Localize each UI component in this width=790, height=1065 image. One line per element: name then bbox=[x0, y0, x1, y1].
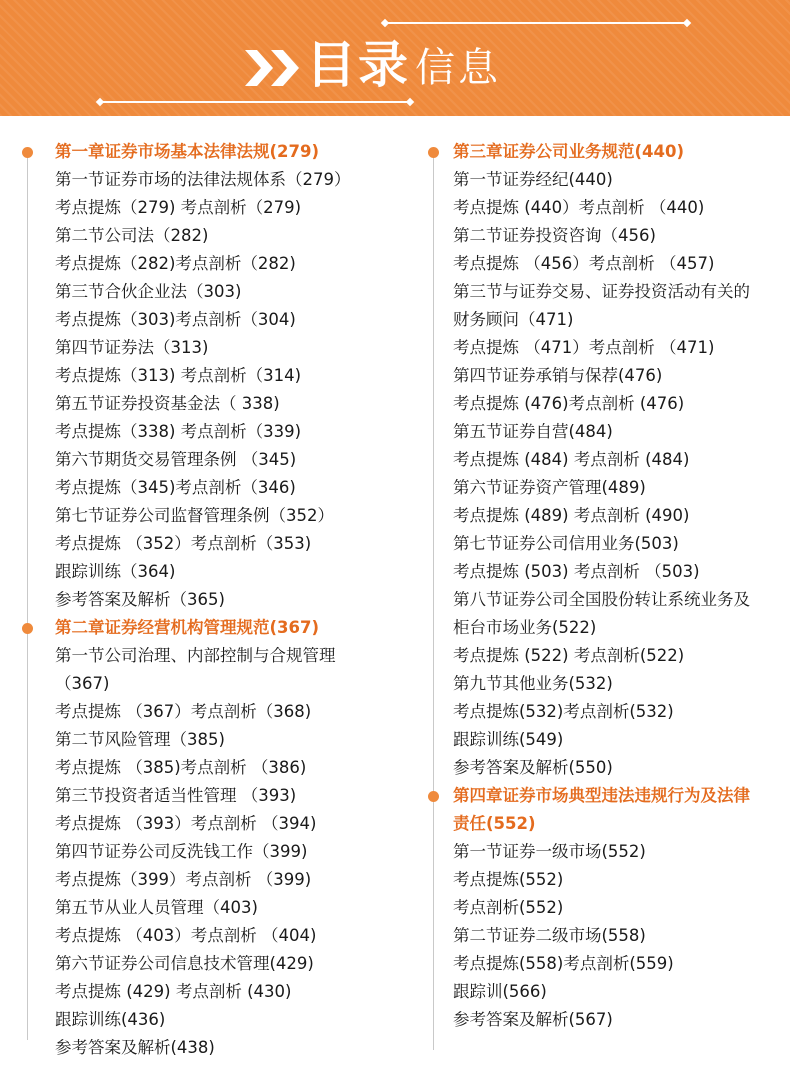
toc-chapter bbox=[453, 810, 788, 838]
item-label: 参考答案及解析（365) bbox=[55, 590, 225, 609]
item-label: 考点提炼 (476)考点剖析 (476) bbox=[453, 394, 685, 413]
item-label: 第五节从业人员管理（403) bbox=[55, 898, 258, 917]
toc-item bbox=[453, 950, 788, 978]
toc-item bbox=[55, 866, 405, 894]
toc-item bbox=[55, 978, 405, 1006]
item-label: 考点提炼 （385)考点剖析 （386) bbox=[55, 758, 307, 777]
item-label: 考点提炼（313) 考点剖析（314) bbox=[55, 366, 302, 385]
item-label: 考点提炼（399）考点剖析 （399) bbox=[55, 870, 312, 889]
page-subtitle: 信息 bbox=[415, 45, 501, 91]
toc-item bbox=[55, 222, 405, 250]
toc-item bbox=[453, 866, 788, 894]
header-rule-top bbox=[385, 22, 685, 24]
chapter-bullet-icon bbox=[428, 791, 439, 802]
toc-item bbox=[55, 586, 405, 614]
item-label: 第五节证券投资基金法（ 338) bbox=[55, 394, 280, 413]
chapter-bullet-icon bbox=[22, 623, 33, 634]
item-label: 考点提炼 (440）考点剖析 （440) bbox=[453, 198, 705, 217]
item-label: 第三节与证券交易、证券投资活动有关的 bbox=[453, 282, 750, 301]
item-label: 考点提炼 （403）考点剖析 （404) bbox=[55, 926, 317, 945]
toc-item bbox=[453, 838, 788, 866]
item-label: （367) bbox=[55, 674, 110, 693]
item-label: 第二节公司法（282) bbox=[55, 226, 209, 245]
toc-left-column bbox=[55, 138, 405, 1062]
toc-chapter bbox=[55, 138, 405, 166]
item-label: 财务顾问（471) bbox=[453, 310, 574, 329]
toc-item bbox=[55, 642, 405, 670]
item-label: 第三节投资者适当性管理 （393) bbox=[55, 786, 297, 805]
toc-chapter bbox=[453, 138, 788, 166]
item-label: 考点剖析(552) bbox=[453, 898, 564, 917]
item-label: 考点提炼 (522) 考点剖析(522) bbox=[453, 646, 685, 665]
toc-item bbox=[55, 530, 405, 558]
toc-item bbox=[453, 670, 788, 698]
toc-item bbox=[453, 418, 788, 446]
chapter-title: 责任(552) bbox=[453, 814, 536, 833]
item-label: 考点提炼（279) 考点剖析（279) bbox=[55, 198, 302, 217]
item-label: 考点提炼 （471）考点剖析 （471) bbox=[453, 338, 715, 357]
toc-item bbox=[453, 250, 788, 278]
toc-item bbox=[55, 446, 405, 474]
toc-item bbox=[453, 754, 788, 782]
header-banner bbox=[0, 0, 790, 116]
toc-item bbox=[55, 166, 405, 194]
right-timeline-line bbox=[433, 150, 434, 1050]
item-label: 第六节证券资产管理(489) bbox=[453, 478, 646, 497]
toc-item bbox=[55, 502, 405, 530]
item-label: 第二节风险管理（385) bbox=[55, 730, 225, 749]
chapter-title: 第一章证券市场基本法律法规(279) bbox=[55, 142, 320, 161]
toc-item bbox=[453, 530, 788, 558]
toc-item bbox=[55, 558, 405, 586]
item-label: 跟踪训(566) bbox=[453, 982, 547, 1001]
item-label: 考点提炼（303)考点剖析（304) bbox=[55, 310, 296, 329]
toc-item bbox=[453, 278, 788, 306]
toc-chapter bbox=[453, 782, 788, 810]
toc-item bbox=[55, 278, 405, 306]
toc-item bbox=[453, 474, 788, 502]
item-label: 考点提炼 (484) 考点剖析 (484) bbox=[453, 450, 690, 469]
toc-item bbox=[453, 222, 788, 250]
toc-item bbox=[55, 390, 405, 418]
item-label: 考点提炼（345)考点剖析（346) bbox=[55, 478, 296, 497]
toc-item bbox=[55, 474, 405, 502]
item-label: 第七节证券公司监督管理条例（352） bbox=[55, 506, 334, 525]
toc-item bbox=[453, 894, 788, 922]
toc-chapter bbox=[55, 614, 405, 642]
item-label: 第五节证券自营(484) bbox=[453, 422, 613, 441]
item-label: 第一节证券一级市场(552) bbox=[453, 842, 646, 861]
toc-item bbox=[453, 698, 788, 726]
item-label: 第四节证券法（313) bbox=[55, 338, 209, 357]
toc-item bbox=[55, 726, 405, 754]
item-label: 考点提炼（282)考点剖析（282) bbox=[55, 254, 296, 273]
item-label: 考点提炼 （393）考点剖析 （394) bbox=[55, 814, 317, 833]
chapter-bullet-icon bbox=[22, 147, 33, 158]
toc-item bbox=[55, 894, 405, 922]
item-label: 跟踪训练(436) bbox=[55, 1010, 166, 1029]
chapter-title: 第四章证券市场典型违法违规行为及法律 bbox=[453, 786, 750, 805]
header-rule-bottom bbox=[100, 101, 410, 103]
toc-item bbox=[453, 362, 788, 390]
page-title: 目录 bbox=[306, 36, 410, 94]
toc-item bbox=[55, 362, 405, 390]
left-timeline-line bbox=[27, 150, 28, 1040]
item-label: 考点提炼（338) 考点剖析（339) bbox=[55, 422, 302, 441]
item-label: 跟踪训练(549) bbox=[453, 730, 564, 749]
toc-item bbox=[55, 670, 405, 698]
item-label: 考点提炼(552) bbox=[453, 870, 564, 889]
item-label: 考点提炼(558)考点剖析(559) bbox=[453, 954, 674, 973]
item-label: 考点提炼 (489) 考点剖析 (490) bbox=[453, 506, 690, 525]
item-label: 第六节期货交易管理条例 （345) bbox=[55, 450, 297, 469]
item-label: 第七节证券公司信用业务(503) bbox=[453, 534, 679, 553]
item-label: 考点提炼 （367）考点剖析（368) bbox=[55, 702, 312, 721]
toc-item bbox=[55, 810, 405, 838]
toc-item bbox=[453, 614, 788, 642]
item-label: 考点提炼 （456）考点剖析 （457) bbox=[453, 254, 715, 273]
toc-item bbox=[55, 698, 405, 726]
item-label: 第四节证券承销与保荐(476) bbox=[453, 366, 663, 385]
item-label: 第一节证券经纪(440) bbox=[453, 170, 613, 189]
chapter-title: 第二章证券经营机构管理规范(367) bbox=[55, 618, 320, 637]
item-label: 参考答案及解析(438) bbox=[55, 1038, 215, 1057]
toc-item bbox=[55, 754, 405, 782]
toc-item bbox=[453, 166, 788, 194]
toc-item bbox=[55, 782, 405, 810]
item-label: 第八节证券公司全国股份转让系统业务及 bbox=[453, 590, 750, 609]
toc-item bbox=[453, 726, 788, 754]
item-label: 第六节证券公司信息技术管理(429) bbox=[55, 954, 314, 973]
item-label: 第九节其他业务(532) bbox=[453, 674, 613, 693]
rule-diamond bbox=[683, 19, 691, 27]
toc-item bbox=[55, 1034, 405, 1062]
item-label: 第二节证券投资咨询（456) bbox=[453, 226, 656, 245]
double-chevron-icon bbox=[245, 50, 303, 86]
item-label: 第二节证券二级市场(558) bbox=[453, 926, 646, 945]
toc-item bbox=[453, 194, 788, 222]
toc-item bbox=[453, 1006, 788, 1034]
toc-item bbox=[55, 194, 405, 222]
item-label: 参考答案及解析(567) bbox=[453, 1010, 613, 1029]
item-label: 参考答案及解析(550) bbox=[453, 758, 613, 777]
item-label: 第四节证券公司反洗钱工作（399) bbox=[55, 842, 308, 861]
toc-item bbox=[453, 978, 788, 1006]
toc-item bbox=[453, 502, 788, 530]
rule-diamond bbox=[381, 19, 389, 27]
item-label: 考点提炼 (503) 考点剖析 （503) bbox=[453, 562, 700, 581]
toc-item bbox=[55, 950, 405, 978]
item-label: 柜台市场业务(522) bbox=[453, 618, 597, 637]
item-label: 考点提炼 （352）考点剖析（353) bbox=[55, 534, 312, 553]
toc-item bbox=[453, 446, 788, 474]
toc-item bbox=[453, 642, 788, 670]
toc-item bbox=[453, 586, 788, 614]
item-label: 第三节合伙企业法（303) bbox=[55, 282, 242, 301]
toc-item bbox=[55, 250, 405, 278]
toc-item bbox=[55, 306, 405, 334]
item-label: 考点提炼 (429) 考点剖析 (430) bbox=[55, 982, 292, 1001]
toc-item bbox=[453, 306, 788, 334]
chapter-title: 第三章证券公司业务规范(440) bbox=[453, 142, 685, 161]
toc-item bbox=[55, 334, 405, 362]
item-label: 考点提炼(532)考点剖析(532) bbox=[453, 702, 674, 721]
toc-item bbox=[453, 390, 788, 418]
item-label: 跟踪训练（364) bbox=[55, 562, 176, 581]
toc-item bbox=[453, 334, 788, 362]
toc-item bbox=[453, 558, 788, 586]
toc-item bbox=[55, 838, 405, 866]
item-label: 第一节证券市场的法律法规体系（279） bbox=[55, 170, 351, 189]
toc-item bbox=[55, 1006, 405, 1034]
toc-item bbox=[55, 418, 405, 446]
chapter-bullet-icon bbox=[428, 147, 439, 158]
item-label: 第一节公司治理、内部控制与合规管理 bbox=[55, 646, 336, 665]
toc-item bbox=[453, 922, 788, 950]
toc-right-column bbox=[453, 138, 788, 1034]
rule-diamond bbox=[96, 98, 104, 106]
toc-item bbox=[55, 922, 405, 950]
